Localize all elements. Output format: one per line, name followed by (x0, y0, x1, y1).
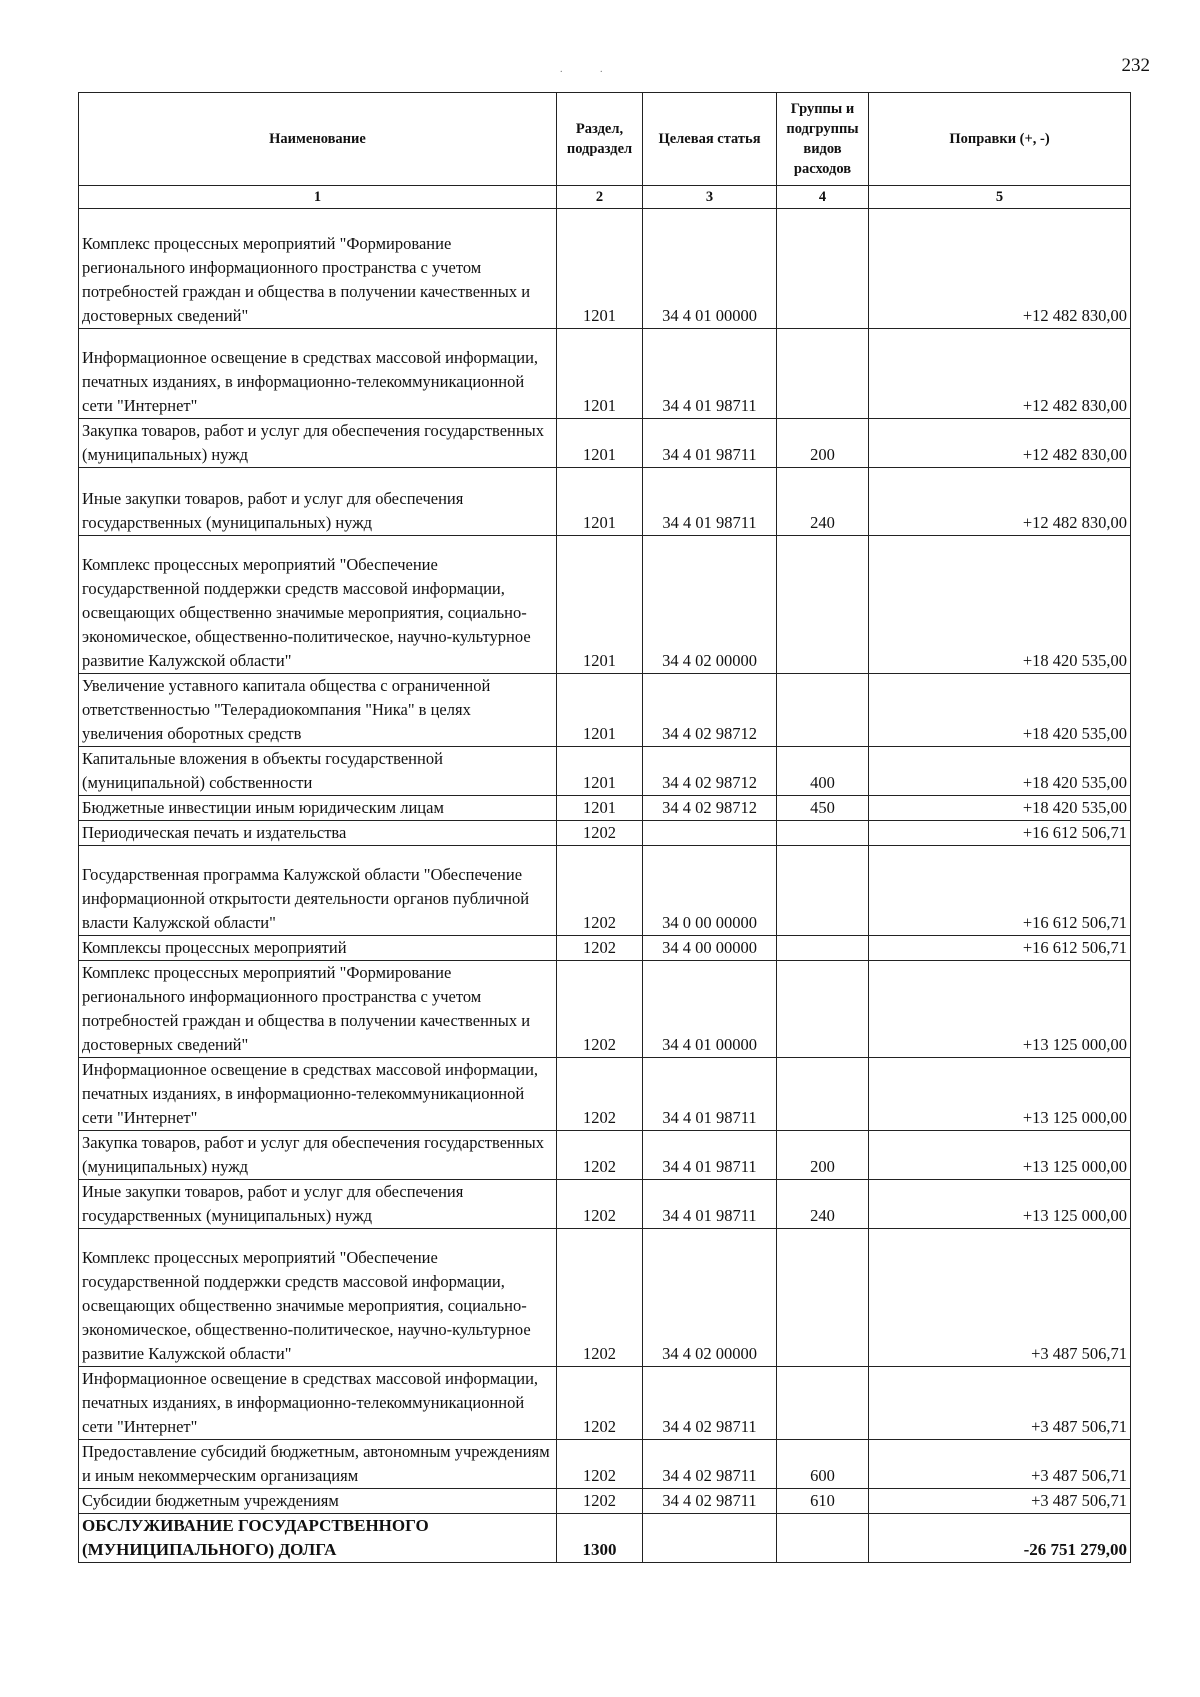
row-group (777, 961, 869, 1058)
row-name: Комплексы процессных мероприятий (79, 936, 557, 961)
table-row (79, 1229, 1131, 1367)
row-name: Закупка товаров, работ и услуг для обеспечения государственных (муниципальных) нужд (79, 419, 557, 468)
row-target: 34 4 02 00000 (643, 1229, 777, 1367)
row-group (777, 1229, 869, 1367)
row-target: 34 4 01 98711 (643, 419, 777, 468)
row-group (777, 846, 869, 936)
row-target: 34 4 02 98712 (643, 796, 777, 821)
row-section: 1202 (557, 1229, 643, 1367)
row-amount: +12 482 830,00 (869, 419, 1131, 468)
row-name: Предоставление субсидий бюджетным, автономным учреждениям и иным некоммерческим организациям (79, 1440, 557, 1489)
row-name: Государственная программа Калужской области "Обеспечение информационной открытости деятельности органов публичной власти Калужской области" (79, 846, 557, 936)
row-amount: +16 612 506,71 (869, 846, 1131, 936)
row-section: 1202 (557, 821, 643, 846)
scan-artifact: . (600, 64, 603, 75)
row-section: 1201 (557, 468, 643, 536)
table-row (79, 796, 1131, 821)
table-row (79, 1131, 1131, 1180)
row-group: 450 (777, 796, 869, 821)
row-target: 34 4 01 98711 (643, 1180, 777, 1229)
row-amount: +13 125 000,00 (869, 1180, 1131, 1229)
row-section: 1201 (557, 209, 643, 329)
row-group (777, 1367, 869, 1440)
row-amount: +16 612 506,71 (869, 821, 1131, 846)
row-target: 34 4 01 98711 (643, 1131, 777, 1180)
row-section: 1202 (557, 936, 643, 961)
header-target: Целевая статья (643, 93, 777, 186)
row-name: Субсидии бюджетным учреждениям (79, 1489, 557, 1514)
row-group (777, 674, 869, 747)
row-amount: +12 482 830,00 (869, 329, 1131, 419)
scan-artifact: . (560, 64, 563, 75)
row-name: Комплекс процессных мероприятий "Обеспечение государственной поддержки средств массовой информации, освещающих общественно значимые мероприятия, социально-экономическое, общественно-политическое, научно-культурное развитие Калужской области" (79, 1229, 557, 1367)
table-row (79, 209, 1131, 329)
table-row (79, 821, 1131, 846)
row-section: 1201 (557, 674, 643, 747)
row-target: 34 4 02 98711 (643, 1440, 777, 1489)
table-row (79, 747, 1131, 796)
row-amount: +12 482 830,00 (869, 468, 1131, 536)
row-section: 1202 (557, 1180, 643, 1229)
row-amount: +13 125 000,00 (869, 1131, 1131, 1180)
row-group: 200 (777, 1131, 869, 1180)
page-number: 232 (1121, 55, 1150, 76)
row-target: 34 4 01 98711 (643, 1058, 777, 1131)
row-target: 34 4 02 98712 (643, 674, 777, 747)
table-row (79, 468, 1131, 536)
row-group (777, 821, 869, 846)
row-section: 1202 (557, 1440, 643, 1489)
row-group: 610 (777, 1489, 869, 1514)
row-amount: +3 487 506,71 (869, 1367, 1131, 1440)
row-target: 34 4 02 98712 (643, 747, 777, 796)
row-name: Бюджетные инвестиции иным юридическим лицам (79, 796, 557, 821)
row-group (777, 329, 869, 419)
row-section: 1202 (557, 961, 643, 1058)
column-number: 1 (79, 186, 557, 209)
table-row (79, 961, 1131, 1058)
row-group (777, 1514, 869, 1563)
row-target: 34 4 02 98711 (643, 1489, 777, 1514)
row-section: 1202 (557, 1489, 643, 1514)
table-row (79, 536, 1131, 674)
row-section: 1202 (557, 1058, 643, 1131)
row-group: 600 (777, 1440, 869, 1489)
budget-amendments-table (78, 92, 1131, 1563)
row-name: Капитальные вложения в объекты государственной (муниципальной) собственности (79, 747, 557, 796)
header-section: Раздел, подраздел (557, 93, 643, 186)
row-group (777, 936, 869, 961)
row-section: 1300 (557, 1514, 643, 1563)
row-amount: +3 487 506,71 (869, 1229, 1131, 1367)
row-section: 1201 (557, 329, 643, 419)
row-group (777, 536, 869, 674)
row-group: 240 (777, 468, 869, 536)
table-row (79, 329, 1131, 419)
table-row (79, 1367, 1131, 1440)
row-name: Информационное освещение в средствах массовой информации, печатных изданиях, в информационно-телекоммуникационной сети "Интернет" (79, 1058, 557, 1131)
row-section: 1202 (557, 846, 643, 936)
table-row (79, 1180, 1131, 1229)
table-row (79, 846, 1131, 936)
row-group (777, 209, 869, 329)
row-amount: +12 482 830,00 (869, 209, 1131, 329)
row-group: 200 (777, 419, 869, 468)
column-number: 2 (557, 186, 643, 209)
row-section: 1201 (557, 796, 643, 821)
row-target: 34 4 01 00000 (643, 961, 777, 1058)
row-name: Увеличение уставного капитала общества с ограниченной ответственностью "Телерадиокомпания "Ника" в целях увеличения оборотных средств (79, 674, 557, 747)
table-row (79, 1514, 1131, 1563)
row-group: 240 (777, 1180, 869, 1229)
row-section: 1201 (557, 419, 643, 468)
row-group (777, 1058, 869, 1131)
row-target: 34 4 02 98711 (643, 1367, 777, 1440)
column-number: 3 (643, 186, 777, 209)
row-name: Иные закупки товаров, работ и услуг для обеспечения государственных (муниципальных) нужд (79, 1180, 557, 1229)
row-target: 34 4 00 00000 (643, 936, 777, 961)
row-name: Информационное освещение в средствах массовой информации, печатных изданиях, в информационно-телекоммуникационной сети "Интернет" (79, 329, 557, 419)
table-row (79, 1489, 1131, 1514)
row-name: Информационное освещение в средствах массовой информации, печатных изданиях, в информационно-телекоммуникационной сети "Интернет" (79, 1367, 557, 1440)
row-amount: +18 420 535,00 (869, 796, 1131, 821)
row-section: 1201 (557, 747, 643, 796)
column-number: 4 (777, 186, 869, 209)
table-row (79, 1440, 1131, 1489)
table-row (79, 674, 1131, 747)
row-name: Комплекс процессных мероприятий "Формирование регионального информационного пространства с учетом потребностей граждан и общества в получении качественных и достоверных сведений" (79, 209, 557, 329)
row-target (643, 1514, 777, 1563)
row-section: 1201 (557, 536, 643, 674)
row-name: Комплекс процессных мероприятий "Формирование регионального информационного пространства с учетом потребностей граждан и общества в получении качественных и достоверных сведений" (79, 961, 557, 1058)
header-group: Группы и подгруппы видов расходов (777, 93, 869, 186)
column-number-row (79, 186, 1131, 209)
header-name: Наименование (79, 93, 557, 186)
column-number: 5 (869, 186, 1131, 209)
row-section: 1202 (557, 1367, 643, 1440)
row-target: 34 0 00 00000 (643, 846, 777, 936)
row-name: Периодическая печать и издательства (79, 821, 557, 846)
row-amount: +3 487 506,71 (869, 1489, 1131, 1514)
row-amount: +18 420 535,00 (869, 674, 1131, 747)
row-amount: +13 125 000,00 (869, 961, 1131, 1058)
row-amount: -26 751 279,00 (869, 1514, 1131, 1563)
table-row (79, 419, 1131, 468)
row-target: 34 4 01 00000 (643, 209, 777, 329)
row-target: 34 4 01 98711 (643, 468, 777, 536)
row-group: 400 (777, 747, 869, 796)
row-name: Комплекс процессных мероприятий "Обеспечение государственной поддержки средств массовой информации, освещающих общественно значимые мероприятия, социально-экономическое, общественно-политическое, научно-культурное развитие Калужской области" (79, 536, 557, 674)
row-target: 34 4 01 98711 (643, 329, 777, 419)
row-name: Закупка товаров, работ и услуг для обеспечения государственных (муниципальных) нужд (79, 1131, 557, 1180)
header-amount: Поправки (+, -) (869, 93, 1131, 186)
table-header-row (79, 93, 1131, 186)
row-amount: +13 125 000,00 (869, 1058, 1131, 1131)
table-row (79, 936, 1131, 961)
row-amount: +18 420 535,00 (869, 536, 1131, 674)
table-row (79, 1058, 1131, 1131)
row-amount: +3 487 506,71 (869, 1440, 1131, 1489)
row-amount: +18 420 535,00 (869, 747, 1131, 796)
row-name: ОБСЛУЖИВАНИЕ ГОСУДАРСТВЕННОГО (МУНИЦИПАЛЬНОГО) ДОЛГА (79, 1514, 557, 1563)
row-name: Иные закупки товаров, работ и услуг для обеспечения государственных (муниципальных) нужд (79, 468, 557, 536)
row-target (643, 821, 777, 846)
row-amount: +16 612 506,71 (869, 936, 1131, 961)
row-section: 1202 (557, 1131, 643, 1180)
row-target: 34 4 02 00000 (643, 536, 777, 674)
